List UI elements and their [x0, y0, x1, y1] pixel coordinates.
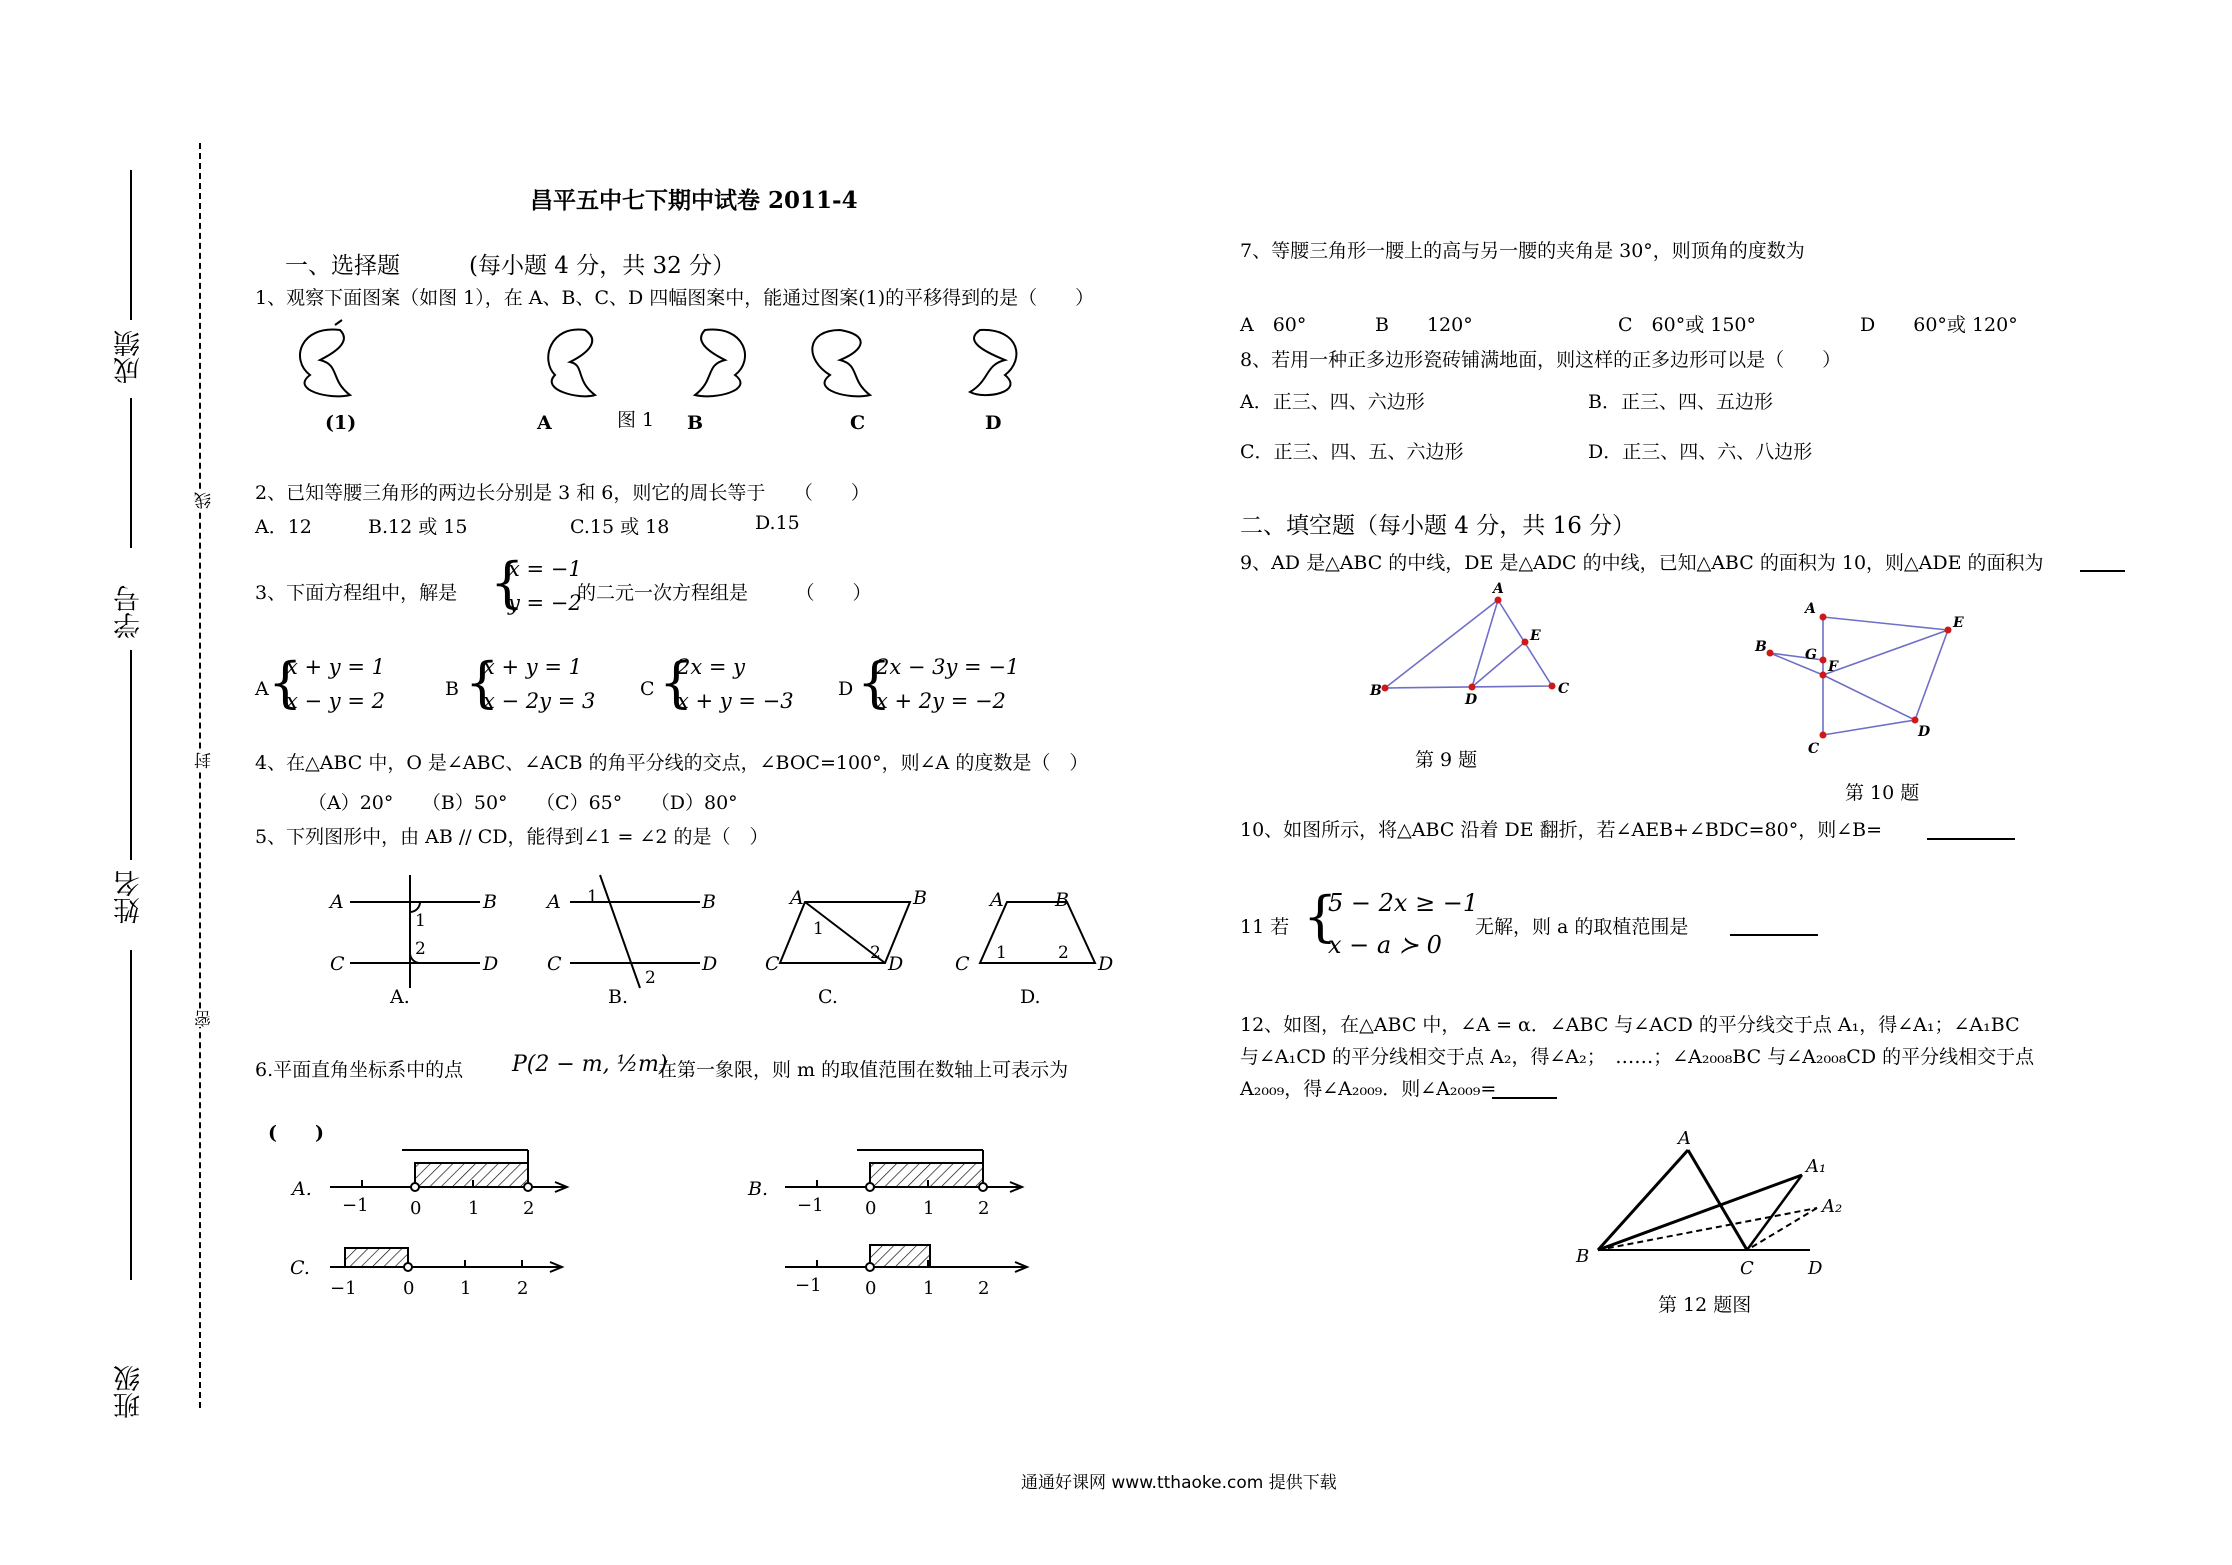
- q11-system: [1328, 882, 1478, 966]
- q10-point-a: A: [1805, 601, 1816, 617]
- q10-point-c: C: [1808, 741, 1820, 757]
- q5-fig-a: [350, 875, 480, 988]
- grade-line: [130, 170, 132, 320]
- svg-text:−1: −1: [797, 1195, 824, 1216]
- svg-text:2: 2: [978, 1278, 990, 1299]
- q11-row-2: x − a ≻ 0: [1328, 931, 1442, 959]
- q8-option-a: A．正三、四、六边形: [1240, 391, 1425, 413]
- q9-point-c: C: [1558, 681, 1570, 697]
- svg-text:B: B: [1055, 889, 1069, 911]
- q4-text: 4、在△ABC 中，O 是∠ABC、∠ACB 的角平分线的交点，∠BOC=100°，则∠A 的度数是（ ）: [255, 752, 1089, 774]
- q8-option-d: D．正三、四、六、八边形: [1588, 441, 1813, 463]
- q12-line-3: A₂₀₀₉，得∠A₂₀₀₉．则∠A₂₀₀₉=: [1240, 1078, 1497, 1100]
- q3-option-d-brace: {: [857, 651, 892, 714]
- q7-text: 7、等腰三角形一腰上的高与另一腰的夹角是 30°，则顶角的度数为: [1240, 240, 1805, 262]
- q10-text: 10、如图所示，将△ABC 沿着 DE 翻折，若∠AEB+∠BDC=80°，则∠B=: [1240, 819, 1883, 841]
- q5-figures: [325, 870, 1185, 990]
- svg-text:−1: −1: [342, 1195, 369, 1216]
- q3-option-d-system: [876, 650, 1019, 718]
- grade-line-lower: [130, 398, 132, 548]
- q9-answer-blank: [2080, 570, 2125, 572]
- svg-text:D: D: [1098, 953, 1114, 975]
- q3-option-d-row-2: x + 2y = −2: [876, 689, 1006, 713]
- svg-text:2: 2: [517, 1278, 529, 1299]
- id-label: 学号: [114, 585, 145, 639]
- svg-text:2: 2: [415, 939, 426, 959]
- q7-option-b: B 120°: [1375, 314, 1473, 336]
- q5-caption-d: D.: [1020, 986, 1041, 1008]
- q11-prefix: 11 若: [1240, 916, 1290, 938]
- seal-char-secret: 密: [192, 1010, 217, 1027]
- q1-label-1: (1): [325, 412, 357, 434]
- q9-point-b: B: [1370, 683, 1382, 699]
- q3-option-a-system: [286, 650, 385, 718]
- q6-answer-bracket: ( ): [268, 1122, 324, 1144]
- q6-line-d: [785, 1245, 1027, 1272]
- q10-answer-blank: [1927, 838, 2015, 840]
- leaf-c: [812, 330, 870, 396]
- svg-text:1: 1: [415, 911, 426, 931]
- q9-text: 9、AD 是△ABC 的中线，DE 是△ADC 的中线，已知△ABC 的面积为 10，则△ADE 的面积为: [1240, 552, 2044, 574]
- q3-option-d-label: D: [838, 678, 854, 700]
- seal-dashed-line: [199, 143, 201, 1408]
- seal-char-seal: 封: [192, 752, 217, 769]
- svg-text:0: 0: [865, 1198, 877, 1219]
- q9-point-e: E: [1530, 628, 1541, 644]
- svg-text:C: C: [765, 953, 780, 975]
- svg-text:C: C: [547, 953, 562, 975]
- q9-point-a: A: [1493, 581, 1504, 597]
- q10-point-e: E: [1953, 615, 1964, 631]
- q8-text: 8、若用一种正多边形瓷砖铺满地面，则这样的正多边形可以是（ ）: [1240, 349, 1842, 371]
- q9-point-d: D: [1465, 692, 1478, 708]
- svg-text:2: 2: [645, 968, 656, 988]
- q3-given-system: [508, 552, 582, 620]
- svg-text:A: A: [547, 891, 561, 913]
- q1-label-b: B: [687, 412, 704, 434]
- q3-given-row-2: y = −2: [508, 591, 582, 615]
- q11-row-1: 5 − 2x ≥ −1: [1328, 889, 1479, 917]
- q7-option-d: D 60°或 120°: [1860, 314, 2018, 336]
- q1-label-a: A: [537, 412, 552, 434]
- leaf-d: [970, 330, 1016, 395]
- svg-text:2: 2: [978, 1198, 990, 1219]
- svg-text:0: 0: [410, 1198, 422, 1219]
- q12-point-a: A: [1678, 1128, 1691, 1149]
- svg-text:A: A: [330, 891, 344, 913]
- q3-text-after: 的二元一次方程组是 （ ）: [577, 582, 872, 604]
- q6-option-c-label: C.: [290, 1257, 310, 1279]
- class-label: 班级: [114, 1365, 145, 1419]
- q8-option-b: B．正三、四、五边形: [1588, 391, 1773, 413]
- q2-option-b: B.12 或 15: [368, 516, 468, 538]
- svg-text:C: C: [955, 953, 970, 975]
- svg-text:B: B: [483, 891, 497, 913]
- svg-text:0: 0: [865, 1278, 877, 1299]
- page-title: 昌平五中七下期中试卷 2011-4: [530, 187, 858, 214]
- q12-caption: 第 12 题图: [1658, 1294, 1752, 1316]
- q2-option-c: C.15 或 18: [570, 516, 670, 538]
- svg-text:B: B: [913, 887, 927, 909]
- q6-line-c: [330, 1248, 562, 1272]
- q12-line-1: 12、如图，在△ABC 中，∠A = α．∠ABC 与∠ACD 的平分线交于点 A₁，得∠A₁；∠A₁BC: [1240, 1014, 2020, 1036]
- q2-option-a: A．12: [255, 516, 312, 538]
- q12-point-c: C: [1740, 1258, 1754, 1279]
- svg-text:D: D: [702, 953, 718, 975]
- q10-point-f: F: [1828, 659, 1838, 675]
- q3-option-c-label: C: [640, 678, 655, 700]
- q6-number-lines: [290, 1145, 1090, 1305]
- svg-text:B: B: [702, 891, 716, 913]
- leaf-a: [548, 330, 595, 397]
- svg-text:2: 2: [523, 1198, 535, 1219]
- q3-option-a-brace: {: [268, 651, 303, 714]
- svg-text:−1: −1: [330, 1278, 357, 1299]
- section-1-heading: 一、选择题 (每小题 4 分，共 32 分）: [285, 253, 736, 279]
- q3-option-a-label: A: [255, 678, 269, 700]
- q3-option-b-brace: {: [465, 651, 500, 714]
- q3-text-before: 3、下面方程组中，解是: [255, 582, 458, 604]
- q1-leaf-figures: [280, 320, 1080, 400]
- q1-label-d: D: [985, 412, 1002, 434]
- q3-option-a-row-1: x + y = 1: [286, 655, 385, 679]
- q6-text-after: 在第一象限，则 m 的取值范围在数轴上可表示为: [658, 1059, 1069, 1081]
- q5-caption-a: A.: [390, 986, 410, 1008]
- footer-source: 通通好课网 www.tthaoke.com 提供下载: [1021, 1473, 1337, 1493]
- q3-option-c-row-2: x + y = −3: [677, 689, 794, 713]
- svg-text:1: 1: [996, 943, 1007, 963]
- svg-text:1: 1: [923, 1198, 935, 1219]
- q3-option-b-system: [483, 650, 595, 718]
- id-line: [130, 650, 132, 860]
- name-line: [130, 950, 132, 1280]
- q2-text: 2、已知等腰三角形的两边长分别是 3 和 6，则它的周长等于 （ ）: [255, 482, 870, 504]
- svg-text:0: 0: [403, 1278, 415, 1299]
- q12-line-2: 与∠A₁CD 的平分线相交于点 A₂，得∠A₂； ……；∠A₂₀₀₈BC 与∠A₂₀₀₈CD 的平分线相交于点: [1240, 1046, 2035, 1068]
- section-2-heading: 二、填空题（每小题 4 分，共 16 分）: [1240, 513, 1636, 539]
- q12-figure: [1570, 1130, 1890, 1280]
- q1-text: 1、观察下面图案（如图 1），在 A、B、C、D 四幅图案中，能通过图案(1)的平移得到的是（ ）: [255, 287, 1095, 309]
- svg-text:1: 1: [587, 887, 598, 907]
- q12-answer-blank: [1492, 1097, 1557, 1099]
- q11-answer-blank: [1730, 934, 1818, 936]
- svg-text:A: A: [790, 887, 804, 909]
- q3-option-a-row-2: x − y = 2: [286, 689, 385, 713]
- q4-options: （A）20° （B）50° （C）65° （D）80°: [308, 792, 738, 814]
- grade-label: 成绩: [114, 330, 145, 384]
- q5-caption-c: C.: [818, 986, 838, 1008]
- svg-text:D: D: [483, 953, 499, 975]
- svg-text:1: 1: [923, 1278, 935, 1299]
- svg-text:2: 2: [1058, 943, 1069, 963]
- q11-suffix: 无解，则 a 的取植范围是: [1475, 916, 1689, 938]
- svg-text:2: 2: [870, 943, 881, 963]
- svg-text:A: A: [990, 889, 1004, 911]
- svg-text:1: 1: [813, 919, 824, 939]
- q8-option-c: C．正三、四、五、六边形: [1240, 441, 1464, 463]
- seal-char-line: 线: [192, 492, 217, 509]
- name-label: 姓名: [114, 870, 145, 924]
- q10-point-b: B: [1755, 639, 1767, 655]
- q9-caption: 第 9 题: [1415, 749, 1478, 771]
- q5-text: 5、下列图形中，由 AB // CD，能得到∠1 = ∠2 的是（ ）: [255, 826, 769, 848]
- q5-caption-b: B.: [608, 986, 629, 1008]
- q10-point-g: G: [1805, 647, 1817, 663]
- q1-fig-caption: 图 1: [617, 409, 655, 431]
- q12-point-d: D: [1808, 1258, 1823, 1279]
- q9-figure: [1370, 580, 1570, 710]
- q6-option-a-label: A.: [292, 1178, 312, 1200]
- svg-text:−1: −1: [795, 1275, 822, 1296]
- q7-option-c: C 60°或 150°: [1618, 314, 1757, 336]
- svg-text:1: 1: [460, 1278, 472, 1299]
- q12-point-a2: A₂: [1822, 1196, 1843, 1217]
- q11-brace: {: [1303, 885, 1338, 948]
- svg-text:D: D: [888, 953, 904, 975]
- q6-point: P(2 − m, ½m): [512, 1052, 668, 1077]
- svg-text:1: 1: [468, 1198, 480, 1219]
- q3-given-brace: {: [490, 551, 525, 614]
- q3-option-b-row-2: x − 2y = 3: [483, 689, 596, 713]
- q12-point-a1: A₁: [1806, 1156, 1827, 1177]
- q3-option-b-label: B: [445, 678, 459, 700]
- q3-option-c-system: [677, 650, 794, 718]
- q3-option-d-row-1: 2x − 3y = −1: [876, 655, 1020, 679]
- q3-given-row-1: x = −1: [508, 557, 582, 581]
- q10-point-d: D: [1918, 724, 1931, 740]
- svg-text:C: C: [330, 953, 345, 975]
- q2-option-d: D.15: [755, 512, 800, 534]
- leaf-b: [695, 330, 745, 397]
- leaf-original: [300, 320, 350, 396]
- q6-line-a: [330, 1150, 567, 1192]
- q6-line-b: [785, 1150, 1022, 1192]
- q10-figure: [1745, 595, 1985, 765]
- q6-option-b-label: B.: [748, 1178, 769, 1200]
- q3-option-c-row-1: 2x = y: [677, 655, 746, 679]
- q10-caption: 第 10 题: [1845, 782, 1920, 804]
- q3-option-c-brace: {: [659, 651, 694, 714]
- q12-point-b: B: [1576, 1246, 1590, 1267]
- q1-label-c: C: [850, 412, 866, 434]
- q7-option-a: A 60°: [1240, 314, 1307, 336]
- q3-option-b-row-1: x + y = 1: [483, 655, 582, 679]
- q6-text-before: 6.平面直角坐标系中的点: [255, 1059, 464, 1081]
